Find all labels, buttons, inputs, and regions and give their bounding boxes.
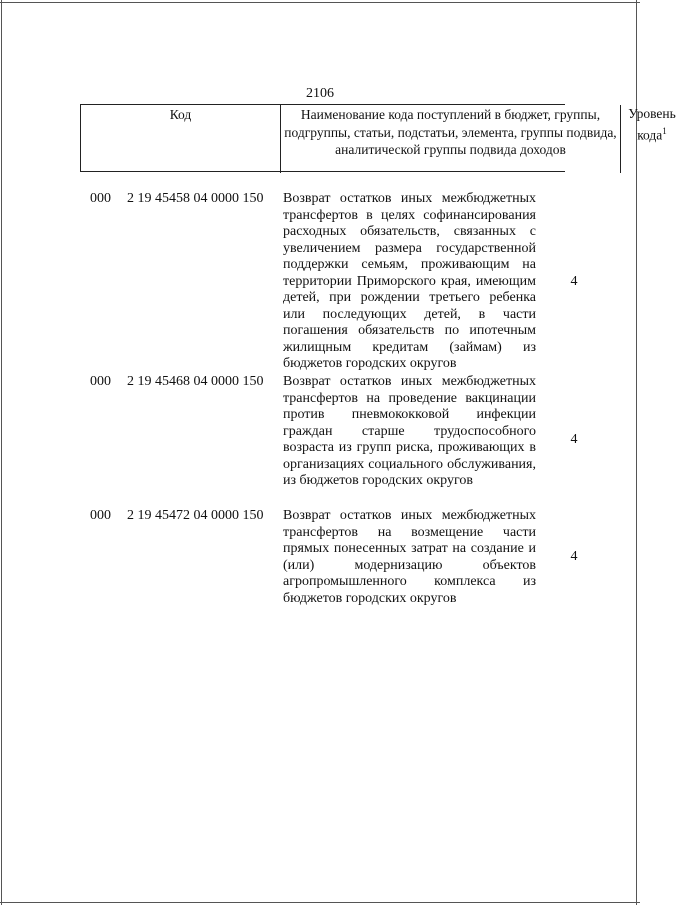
- row-code: 2 19 45468 04 0000 150: [127, 374, 264, 389]
- row-code: 2 19 45472 04 0000 150: [127, 508, 264, 523]
- scan-border-bottom: [0, 902, 640, 903]
- row-level: 4: [570, 274, 578, 289]
- header-name: Наименование кода поступлений в бюджет, группы, подгруппы, статьи, подстатьи, элемента, группы подвида, аналитической группы подвида доходов: [281, 105, 621, 173]
- row-name: Возврат остатков иных межбюджетных трансфертов в целях софинансирования расходных обязательств, связанных с увеличением размера государственной поддержки семьям, проживающим на территории Приморского края, имеющим детей, при рождении третьего ребенка или последующих детей, в части погашения обязательств по ипотечным жилищным кредитам (займам) из бюджетов городских округов: [283, 191, 536, 371]
- scan-border-top: [0, 2, 640, 3]
- row-prefix: 000: [90, 508, 111, 523]
- header-level: [621, 105, 683, 173]
- row-name: Возврат остатков иных межбюджетных трансфертов на возмещение части прямых понесенных затрат на создание и (или) модернизацию объектов агропромышленного комплекса из бюджетов городских округов: [283, 508, 536, 606]
- row-level: 4: [570, 549, 578, 564]
- scan-border-left: [1, 0, 2, 905]
- row-prefix: 000: [90, 374, 111, 389]
- row-name: Возврат остатков иных межбюджетных трансфертов на проведение вакцинации против пневмококковой инфекции граждан старше трудоспособного возраста из групп риска, проживающих в организациях социального обслуживания, из бюджетов городских округов: [283, 374, 536, 488]
- header-level-footnote: 1: [662, 125, 667, 136]
- table-header: [80, 104, 676, 172]
- row-code: 2 19 45458 04 0000 150: [127, 191, 264, 206]
- header-code: Код: [81, 105, 281, 173]
- header-level-label: Уровень кода: [628, 106, 676, 142]
- page-number: 2106: [306, 86, 334, 101]
- row-prefix: 000: [90, 191, 111, 206]
- row-level: 4: [570, 432, 578, 447]
